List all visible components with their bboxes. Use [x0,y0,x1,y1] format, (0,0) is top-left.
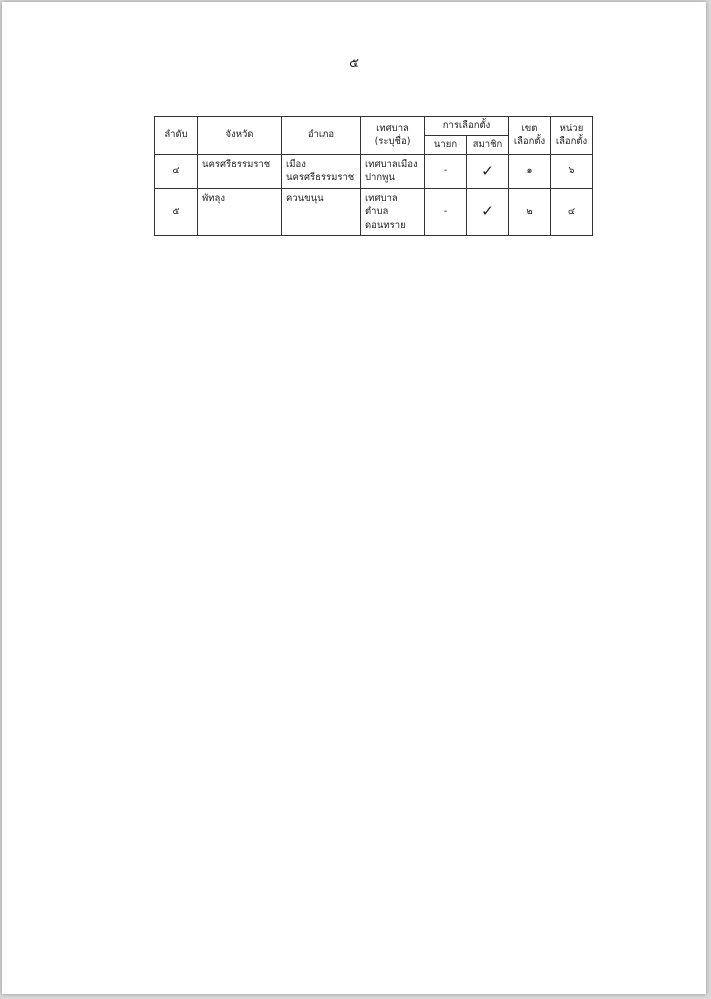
cell-municipality [361,188,425,235]
cell-province: พัทลุง [198,188,282,235]
header-municipality-line2: (ระบุชื่อ) [374,136,411,148]
election-table [154,116,593,236]
header-unit [551,117,593,155]
cell-member-check: ✓ [467,154,509,188]
header-order: ลำดับ [155,117,198,155]
cell-order: ๕ [155,188,198,235]
cell-units: ๔ [551,188,593,235]
header-municipality [361,117,425,155]
cell-units: ๖ [551,154,593,188]
header-mayor: นายก [425,135,467,154]
header-election-group: การเลือกตั้ง [425,117,509,136]
cell-order: ๔ [155,154,198,188]
page-number: ๕ [349,56,359,71]
cell-member-check: ✓ [467,188,509,235]
document-page [2,2,706,994]
cell-zones: ๒ [509,188,551,235]
header-row-1 [155,117,593,136]
cell-province: นครศรีธรรมราช [198,154,282,188]
cell-district [282,188,361,235]
cell-district-line1: ควนขนุน [286,192,324,204]
table-row [155,154,593,188]
cell-municipality-line2: ปากพูน [365,172,395,184]
cell-district-line2: นครศรีธรรมราช [286,172,355,184]
cell-mayor: - [425,154,467,188]
cell-zones: ๑ [509,154,551,188]
header-zone-line1: เขต [521,122,538,134]
header-unit-line2: เลือกตั้ง [555,136,588,148]
header-member: สมาชิก [467,135,509,154]
cell-municipality-line1: เทศบาลเมือง [365,158,418,170]
header-zone [509,117,551,155]
cell-mayor: - [425,188,467,235]
cell-municipality [361,154,425,188]
cell-district [282,154,361,188]
cell-municipality-line2: ดอนทราย [365,220,406,232]
cell-municipality-line1: เทศบาลตำบล [365,192,398,218]
header-province: จังหวัด [198,117,282,155]
header-municipality-line1: เทศบาล [376,122,409,134]
header-district: อำเภอ [282,117,361,155]
table-row [155,188,593,235]
cell-district-line1: เมือง [286,158,306,170]
header-zone-line2: เลือกตั้ง [513,136,546,148]
header-unit-line1: หน่วย [559,122,584,134]
